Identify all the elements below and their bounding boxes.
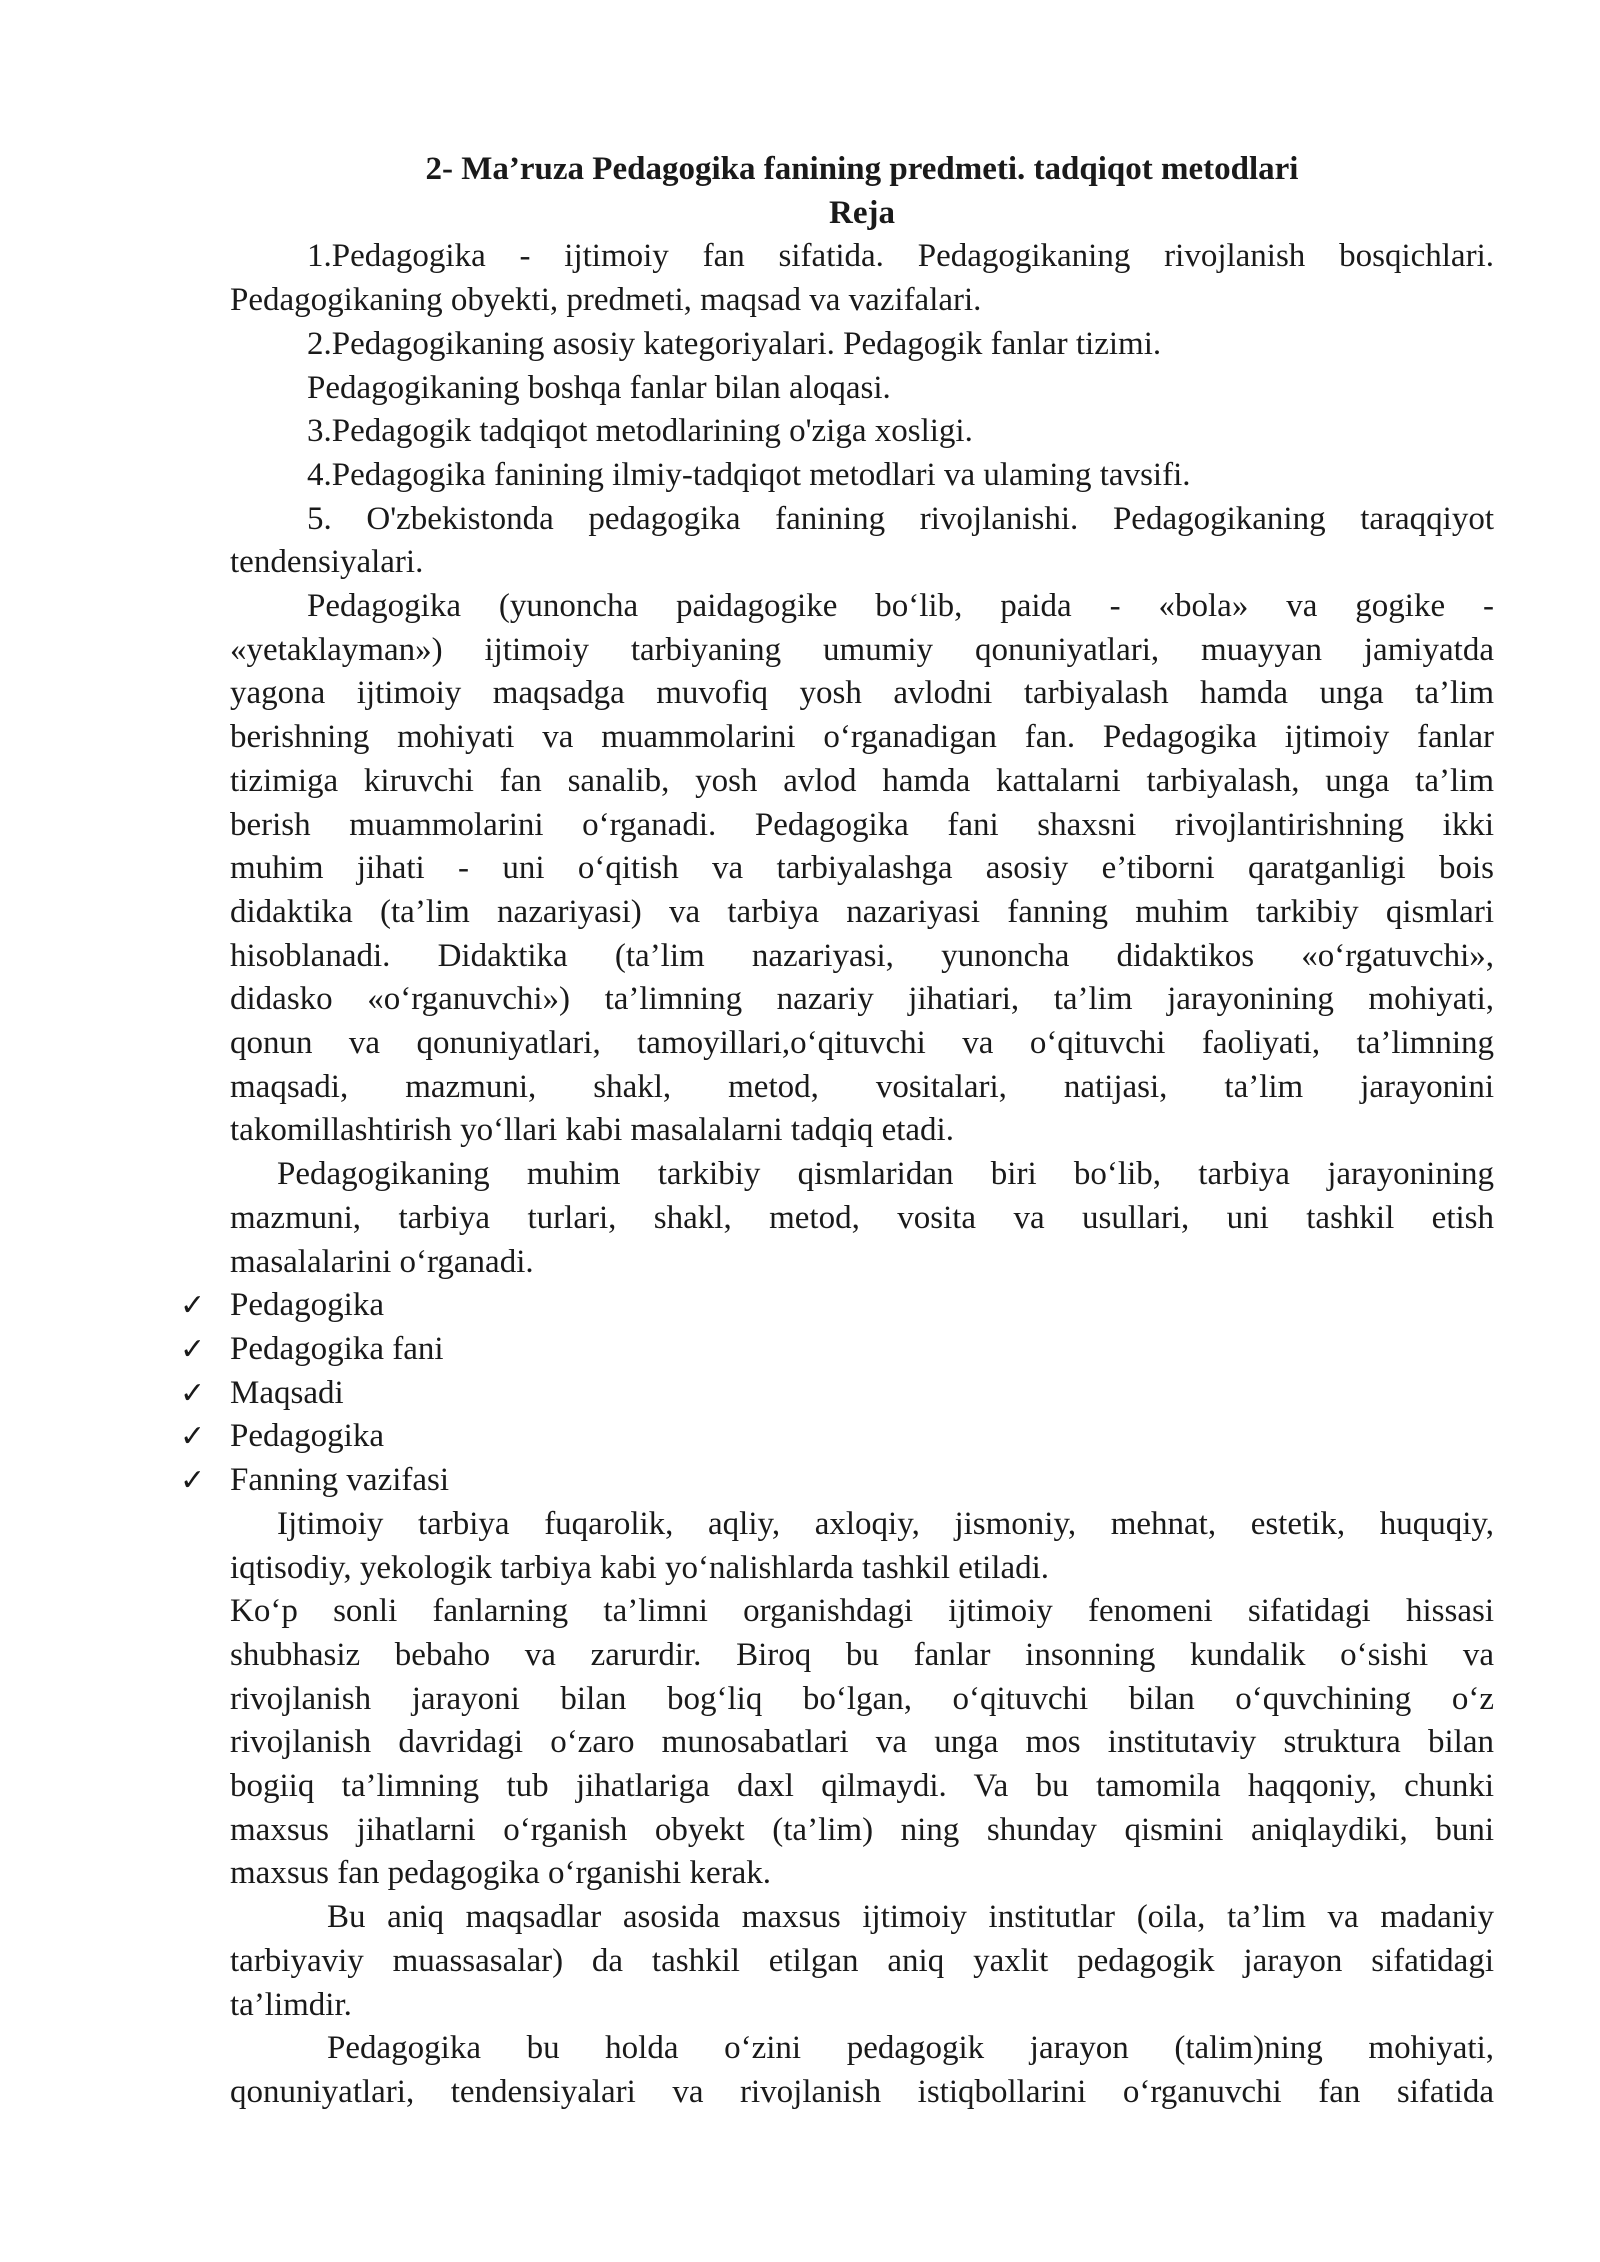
checkmark-icon: ✓ (180, 1331, 206, 1367)
plan-item-2-line-1: 2.Pedagogikaning asosiy kategoriyalari. Pedagogik fanlar tizimi. (307, 325, 1162, 362)
paragraph-line: Bu aniq maqsadlar asosida maxsus ijtimoiy institutlar (oila, ta’lim va madaniy (327, 1899, 1494, 1936)
paragraph-line: bogiiq ta’limning tub jihatlariga daxl qilmaydi. Va bu tamomila haqqoniy, chunki (230, 1768, 1494, 1805)
paragraph-upbringing (230, 1153, 1494, 1284)
plan-item-5-line-1: 5. O'zbekistonda pedagogika fanining rivojlanishi. Pedagogikaning taraqqiyot (307, 500, 1494, 537)
paragraph-line: maxsus jihatlarni o‘rganish obyekt (ta’lim) ning shunday qismini aniqlaydiki, buni (230, 1811, 1494, 1848)
paragraph-line: rivojlanish jarayoni bilan bog‘liq bo‘lgan, o‘qituvchi bilan o‘quvchining o‘z (230, 1680, 1494, 1717)
checkmark-icon: ✓ (180, 1288, 206, 1324)
list-item-label: Pedagogika (230, 1418, 384, 1455)
paragraph-line: Pedagogikaning muhim tarkibiy qismlaridan biri bo‘lib, tarbiya jarayonining (277, 1156, 1494, 1193)
list-item (180, 1328, 1494, 1372)
plan-item-4: 4.Pedagogika fanining ilmiy-tadqiqot metodlari va ulaming tavsifi. (307, 456, 1191, 493)
paragraph-line: muhim jihati - uni o‘qitish va tarbiyalashga asosiy e’tiborni qaratganligi bois (230, 850, 1494, 887)
paragraph-line: shubhasiz bebaho va zarurdir. Biroq bu fanlar insonning kundalik o‘sishi va (230, 1636, 1494, 1673)
paragraph-line: didaktika (ta’lim nazariyasi) va tarbiya nazariyasi fanning muhim tarkibiy qismlari (230, 893, 1494, 930)
plan-item-1-line-2: Pedagogikaning obyekti, predmeti, maqsad va vazifalari. (230, 282, 982, 319)
paragraph-line: maxsus fan pedagogika o‘rganishi kerak. (230, 1855, 771, 1892)
paragraph-line: berishning mohiyati va muammolarini o‘rganadigan fan. Pedagogika ijtimoiy fanlar (230, 719, 1494, 756)
list-item-label: Fanning vazifasi (230, 1462, 450, 1499)
checklist (180, 1284, 1494, 1503)
paragraph-line: maqsadi, mazmuni, shakl, metod, vositalari, natijasi, ta’lim jarayonini (230, 1068, 1494, 1105)
paragraph-line: hisoblanadi. Didaktika (ta’lim nazariyasi, yunoncha didaktikos «o‘rgatuvchi», (230, 937, 1494, 974)
paragraph-line: takomillashtirish yo‘llari kabi masalalarni tadqiq etadi. (230, 1112, 954, 1149)
paragraph-line: Pedagogika (yunoncha paidagogike bo‘lib, paida - «bola» va gogike - (307, 588, 1494, 625)
paragraph-line: Ijtimoiy tarbiya fuqarolik, aqliy, axloqiy, jismoniy, mehnat, estetik, huquqiy, (277, 1505, 1494, 1542)
paragraph-sciences (230, 1590, 1494, 1896)
checkmark-icon: ✓ (180, 1419, 206, 1455)
paragraph-line: masalalarini o‘rganadi. (230, 1243, 534, 1280)
plan-item-2-line-2: Pedagogikaning boshqa fanlar bilan aloqasi. (307, 369, 891, 406)
paragraph-line: «yetaklayman») ijtimoiy tarbiyaning umumiy qonuniyatlari, muayyan jamiyatda (230, 631, 1494, 668)
paragraph-line: mazmuni, tarbiya turlari, shakl, metod, vosita va usullari, uni tashkil etish (230, 1199, 1494, 1236)
paragraph-line: rivojlanish davridagi o‘zaro munosabatlari va unga mos institutaviy struktura bilan (230, 1724, 1494, 1761)
paragraph-line: qonun va qonuniyatlari, tamoyillari,o‘qituvchi va o‘qituvchi faoliyati, ta’limning (230, 1025, 1494, 1062)
list-item-label: Pedagogika fani (230, 1330, 444, 1367)
list-item-label: Pedagogika (230, 1287, 384, 1324)
plan-list (230, 235, 1494, 585)
lecture-title: 2- Ma’ruza Pedagogika fanining predmeti. tadqiqot metodlari (425, 151, 1299, 187)
checkmark-icon: ✓ (180, 1375, 206, 1411)
paragraph-line: iqtisodiy, yekologik tarbiya kabi yo‘nalishlarda tashkil etiladi. (230, 1549, 1050, 1586)
paragraph-line: didasko «o‘rganuvchi») ta’limning nazariy jihatiari, ta’lim jarayonining mohiyati, (230, 981, 1494, 1018)
checkmark-icon: ✓ (180, 1463, 206, 1499)
plan-item-3: 3.Pedagogik tadqiqot metodlarining o'ziga xosligi. (307, 413, 973, 450)
paragraph-line: yagona ijtimoiy maqsadga muvofiq yosh avlodni tarbiyalash hamda unga ta’lim (230, 675, 1494, 712)
list-item (180, 1284, 1494, 1328)
paragraph-line: tizimiga kiruvchi fan sanalib, yosh avlod hamda kattalarni tarbiyalash, unga ta’lim (230, 762, 1494, 799)
paragraph-definition (230, 585, 1494, 1153)
list-item-label: Maqsadi (230, 1374, 344, 1411)
plan-item-5-line-2: tendensiyalari. (230, 544, 424, 581)
paragraph-line: qonuniyatlari, tendensiyalari va rivojlanish istiqbollarini o‘rganuvchi fan sifatida (230, 2073, 1494, 2110)
paragraph-line: Pedagogika bu holda o‘zini pedagogik jarayon (talim)ning mohiyati, (327, 2030, 1494, 2067)
paragraph-line: ta’limdir. (230, 1986, 352, 2023)
paragraph-line: berish muammolarini o‘rganadi. Pedagogika fani shaxsni rivojlantirishning ikki (230, 806, 1494, 843)
paragraph-pedagogy-process (230, 2027, 1494, 2114)
plan-heading: Reja (829, 194, 895, 231)
paragraph-line: tarbiyaviy muassasalar) da tashkil etilgan aniq yaxlit pedagogik jarayon sifatidagi (230, 1942, 1494, 1979)
plan-item-1-line-1: 1.Pedagogika - ijtimoiy fan sifatida. Pedagogikaning rivojlanish bosqichlari. (307, 238, 1494, 275)
list-item (180, 1415, 1494, 1459)
paragraph-institutions (230, 1896, 1494, 2027)
list-item (180, 1459, 1494, 1503)
list-item (180, 1372, 1494, 1416)
paragraph-social-education (230, 1503, 1494, 1590)
paragraph-line: Ko‘p sonli fanlarning ta’limni organishdagi ijtimoiy fenomeni sifatidagi hissasi (230, 1593, 1494, 1630)
